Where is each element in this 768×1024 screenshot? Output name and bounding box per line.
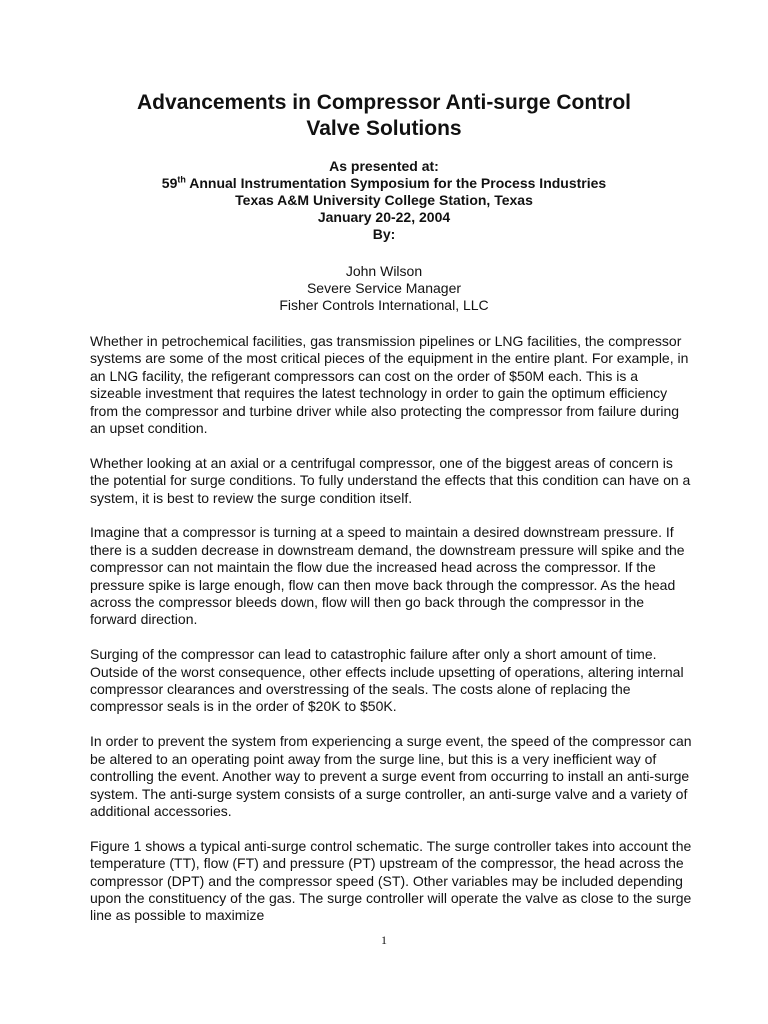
paragraph: In order to prevent the system from experiencing a surge event, the speed of the compressor can be altered to an operating point away from the surge line, but this is a very inefficient way of controlling the event. Another way to prevent a surge event from occurring to install an anti-surge system. The anti-surge system consists of a surge controller, an anti-surge valve and a variety of additional accessories. — [90, 733, 692, 819]
symposium-number: 59 — [161, 175, 178, 191]
paragraph: Whether in petrochemical facilities, gas transmission pipelines or LNG facilities, the compressor systems are some of the most critical pieces of the equipment in the entire plant. For example, in an LNG facility, the refigerant compressors can cost on the order of $50M each. This is a sizeable investment that requires the latest technology in order to gain the optimum efficiency from the compressor and turbine driver while also protecting the compressor from failure during an upset condition. — [90, 333, 689, 437]
title-line-1: Advancements in Compressor Anti-surge Control — [137, 91, 631, 114]
page-number: 1 — [381, 933, 387, 947]
paragraph: Whether looking at an axial or a centrifugal compressor, one of the biggest areas of concern is the potential for surge conditions. To fully understand the effects that this condition can have on a system, it is best to review the surge condition itself. — [90, 454, 691, 506]
symposium-ordinal: th — [177, 174, 186, 185]
paragraph: Surging of the compressor can lead to catastrophic failure after only a short amount of time. Outside of the worst consequence, other effects include upsetting of operations, altering internal compressor clearances and overstressing of the seals. The costs alone of replacing the compressor seals is in the order of $20K to $50K. — [90, 646, 684, 715]
body-text — [90, 333, 692, 942]
author-company: Fisher Controls International, LLC — [279, 297, 489, 313]
by-label: By: — [372, 226, 396, 242]
presented-intro: As presented at: — [329, 158, 439, 174]
author-name: John Wilson — [345, 263, 423, 279]
author-info — [60, 263, 708, 314]
paragraph: Imagine that a compressor is turning at a speed to maintain a desired downstream pressure. If there is a sudden decrease in downstream demand, the downstream pressure will spike and the compressor can not maintain the flow due the increased head across the compressor. If the pressure spike is large enough, flow can then move back through the compressor. As the head across the compressor bleeds down, flow will then go back through the compressor in the forward direction. — [90, 524, 685, 628]
presentation-info — [60, 158, 708, 243]
paragraph: Figure 1 shows a typical anti-surge control schematic. The surge controller takes into account the temperature (TT), flow (FT) and pressure (PT) upstream of the compressor, the head across the compressor (DPT) and the compressor speed (ST). Other variables may be included depending upon the constituency of the gas. The surge controller will operate the valve as close to the surge line as possible to maximize — [90, 837, 692, 924]
document-title — [60, 90, 708, 142]
symposium-date: January 20-22, 2004 — [317, 209, 451, 225]
symposium-venue: Texas A&M University College Station, Texas — [235, 192, 533, 208]
author-role: Severe Service Manager — [306, 280, 462, 296]
symposium-name — [60, 175, 708, 192]
symposium-title: Annual Instrumentation Symposium for the Process Industries — [185, 175, 607, 191]
title-line-2: Valve Solutions — [306, 117, 462, 140]
